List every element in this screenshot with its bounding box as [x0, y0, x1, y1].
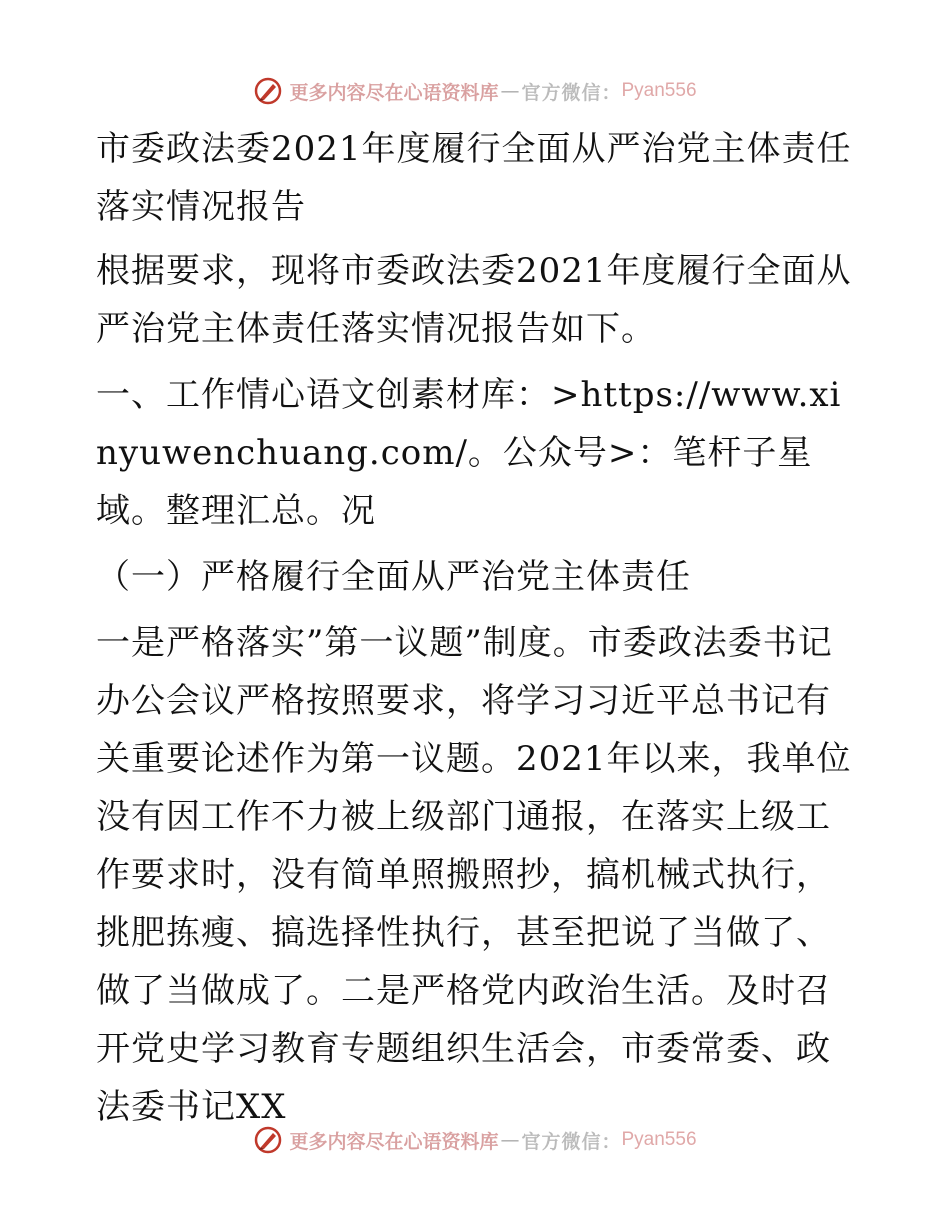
watermark-wechat-label: 官方微信： — [521, 1130, 622, 1153]
pen-logo-icon — [253, 76, 283, 106]
watermark-text: 更多内容尽在心语资料库 — [289, 81, 499, 104]
watermark-wechat-id: Pyan556 — [621, 1129, 697, 1150]
footer-watermark — [0, 1125, 950, 1155]
watermark-wechat-id: Pyan556 — [621, 80, 697, 101]
pen-logo-icon — [253, 1125, 283, 1155]
document-body — [96, 120, 856, 1136]
watermark-dash: — — [500, 1129, 520, 1151]
body-paragraph: 一是严格落实”第一议题”制度。市委政法委书记办公会议严格按照要求，将学习习近平总书记有关重要论述作为第一议题。2021年以来，我单位没有因工作不力被上级部门通报，在落实上级工作要求时，没有简单照搬照抄，搞机械式执行，挑肥拣瘦、搞选择性执行，甚至把说了当做了、做了当做成了。二是严格党内政治生活。及时召开党史学习教育专题组织生活会，市委常委、政法委书记XX — [96, 623, 852, 1127]
subsection-heading: （一）严格履行全面从严治党主体责任 — [96, 557, 691, 597]
document-title: 市委政法委2021年度履行全面从严治党主体责任落实情况报告 — [96, 129, 852, 227]
section-heading: 一、工作情心语文创素材库：>https://www.xinyuwenchuang.com/。公众号>：笔杆子星域。整理汇总。况 — [96, 375, 842, 531]
intro-paragraph: 根据要求，现将市委政法委2021年度履行全面从严治党主体责任落实情况报告如下。 — [96, 251, 852, 349]
watermark-dash: — — [500, 80, 520, 102]
header-watermark — [0, 76, 950, 106]
watermark-text: 更多内容尽在心语资料库 — [289, 1130, 499, 1153]
watermark-wechat-label: 官方微信： — [521, 81, 622, 104]
